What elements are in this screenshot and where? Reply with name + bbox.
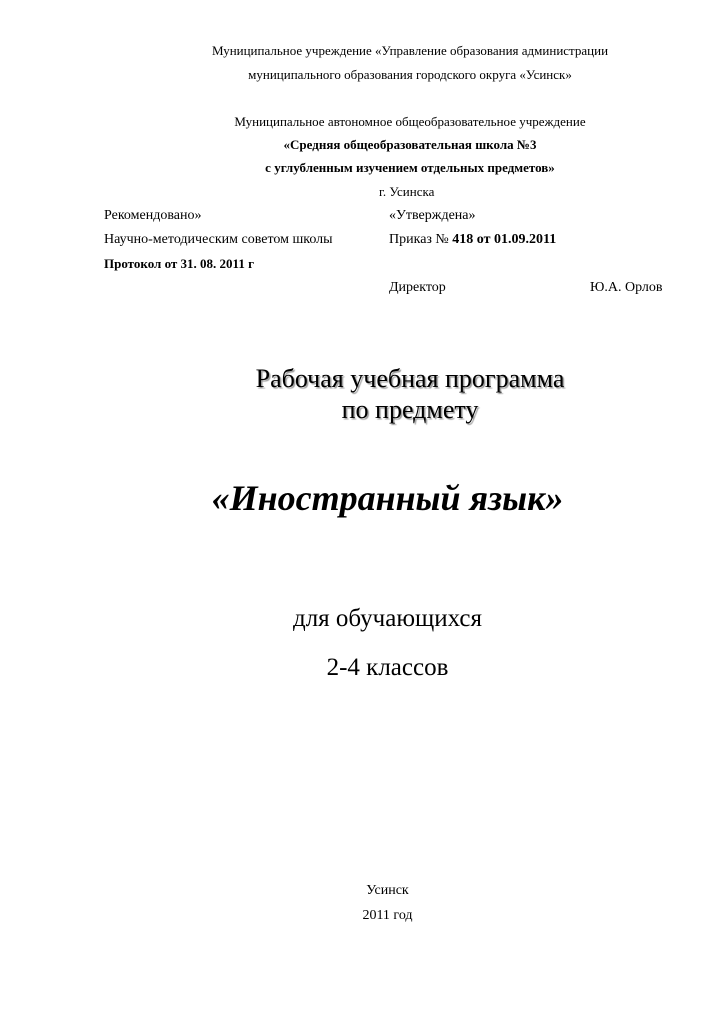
header-line-3: Муниципальное автономное общеобразовательное учреждение: [234, 114, 586, 129]
audience-line-2: 2-4 классов: [326, 654, 449, 681]
order-prefix: Приказ №: [389, 232, 453, 247]
footer-city: Усинск: [366, 883, 409, 898]
audience-line-1: для обучающихся: [292, 605, 483, 632]
school-name-line-1: «Средняя общеобразовательная школа №3: [283, 137, 537, 152]
title-line-2: по предмету: [341, 395, 479, 424]
director-name: Ю.А. Орлов: [590, 280, 663, 295]
director-label: Директор: [389, 280, 446, 295]
order-number: 418 от 01.09.2011: [452, 232, 557, 247]
council-label: Научно-методическим советом школы: [104, 232, 333, 247]
footer-year: 2011 год: [362, 908, 413, 923]
title-line-1: Рабочая учебная программа: [255, 364, 565, 393]
city-line: г. Усинска: [379, 184, 435, 199]
school-name-line-2: с углубленным изучением отдельных предметов»: [265, 160, 555, 175]
protocol-label: Протокол от 31. 08. 2011 г: [104, 256, 254, 271]
header-line-2: муниципального образования городского округа «Усинск»: [248, 67, 572, 82]
approved-label: «Утверждена»: [389, 208, 476, 223]
order-line: [389, 233, 556, 247]
recommended-label: Рекомендовано»: [104, 208, 202, 223]
header-line-1: Муниципальное учреждение «Управление образования администрации: [211, 43, 609, 58]
subject-title: «Иностранный язык»: [211, 478, 564, 518]
